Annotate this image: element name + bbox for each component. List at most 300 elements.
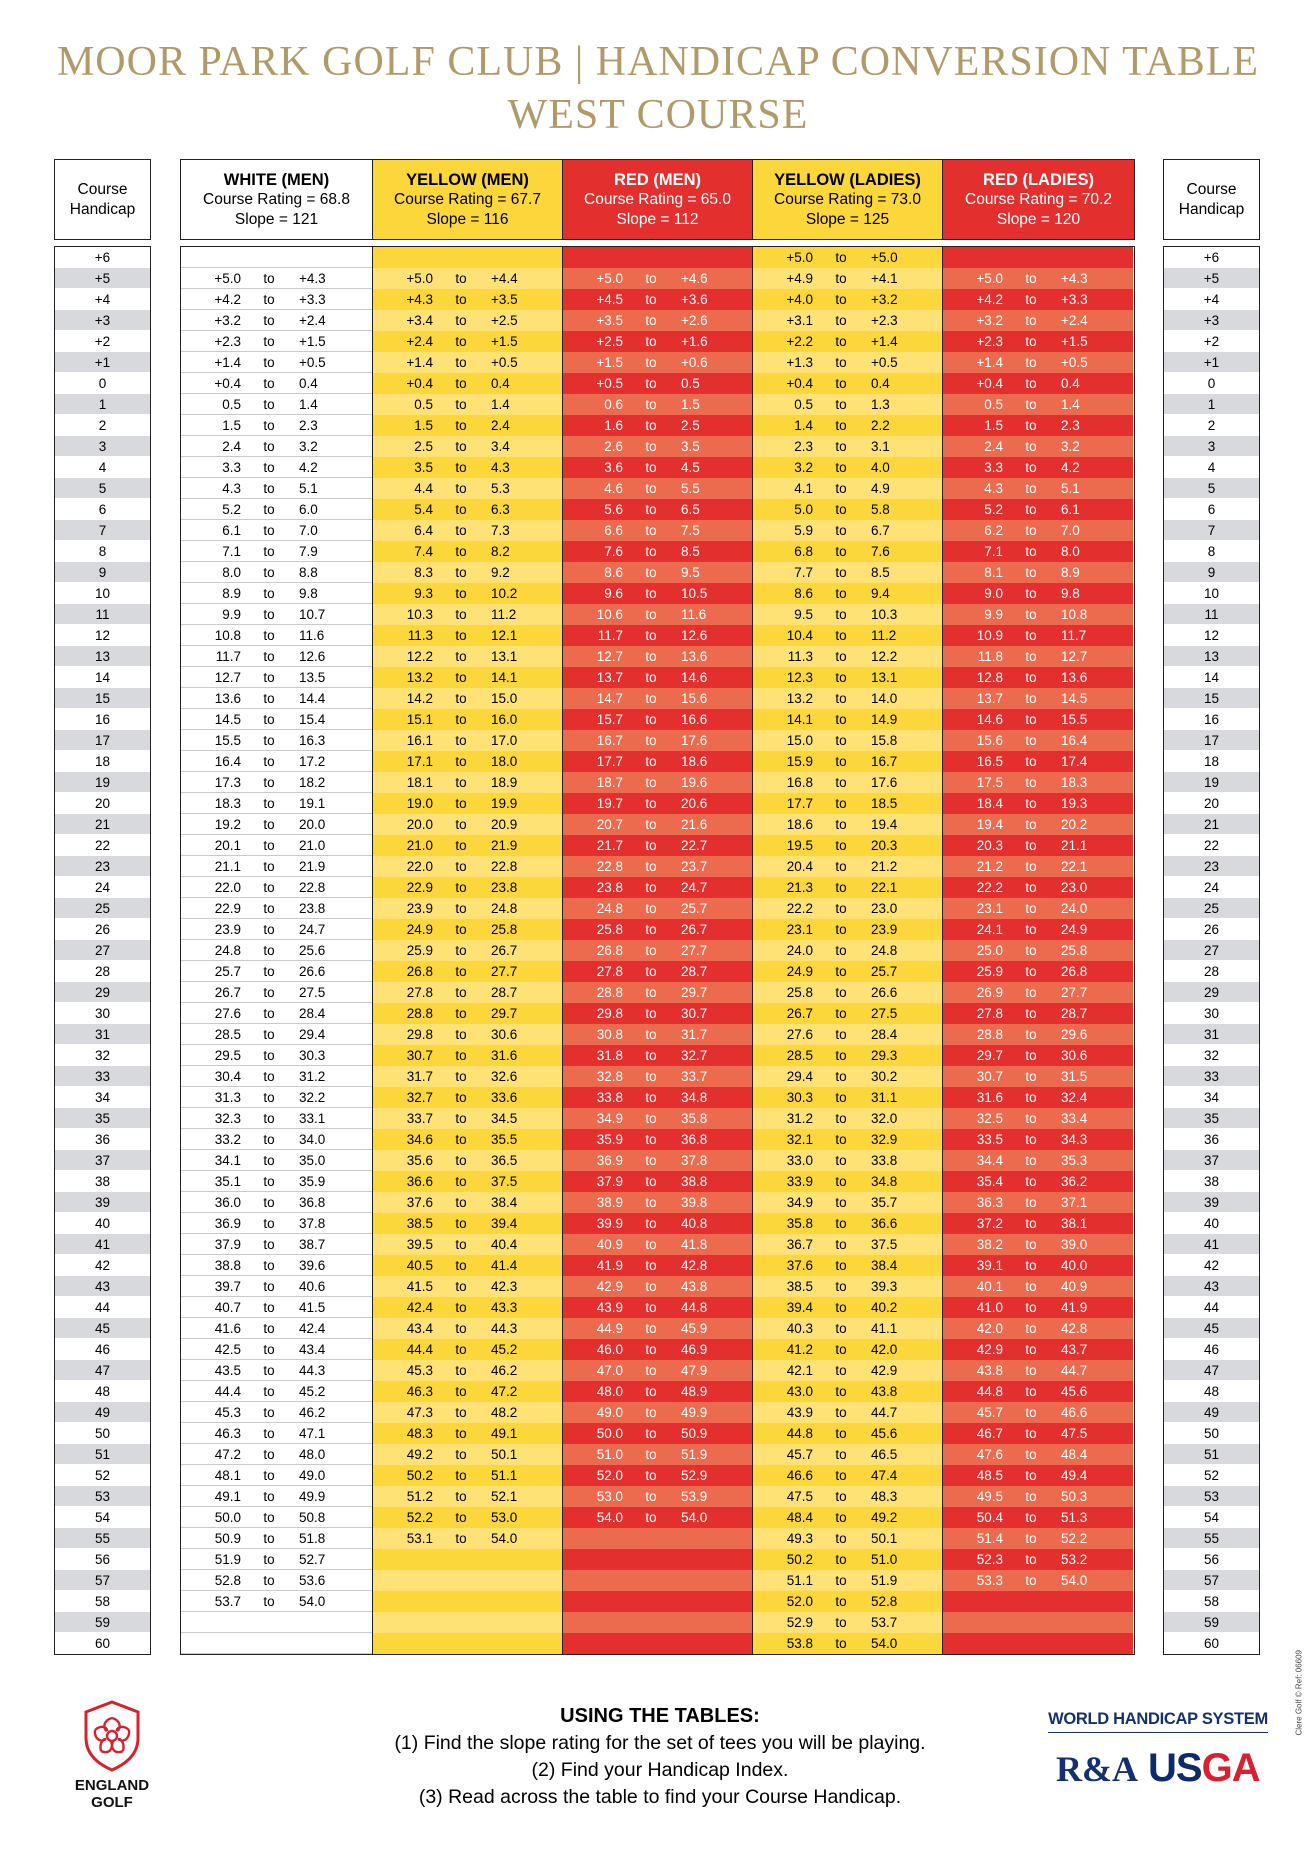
- range-to-word: to: [263, 418, 275, 433]
- range-cell: [373, 415, 562, 436]
- course-handicap-cell: 10: [1164, 583, 1259, 604]
- range-cell: [563, 520, 752, 541]
- range-to: 44.7: [1061, 1363, 1088, 1378]
- range-cell: [943, 646, 1133, 667]
- range-to: 18.3: [1061, 775, 1088, 790]
- range-from: 44.4: [406, 1342, 433, 1357]
- course-handicap-cell: 2: [55, 415, 150, 436]
- range-to: +2.4: [1061, 313, 1088, 328]
- range-from: 22.0: [214, 880, 241, 895]
- range-to-word: to: [1025, 1300, 1037, 1315]
- range-from: 31.8: [596, 1048, 623, 1063]
- range-to: 22.7: [681, 838, 708, 853]
- range-cell: [563, 1108, 752, 1129]
- course-handicap-cell: 19: [1164, 772, 1259, 793]
- course-handicap-cell: 48: [1164, 1381, 1259, 1402]
- range-to: 31.1: [871, 1090, 898, 1105]
- range-cell: [753, 1234, 942, 1255]
- range-cell: [181, 730, 372, 751]
- range-to: 22.1: [871, 880, 898, 895]
- course-handicap-cell: 8: [55, 541, 150, 562]
- range-to-word: to: [835, 838, 847, 853]
- range-from: 10.4: [786, 628, 813, 643]
- course-handicap-cell: 8: [1164, 541, 1259, 562]
- range-to-word: to: [645, 418, 657, 433]
- range-to-word: to: [455, 1426, 467, 1441]
- range-from: 33.7: [406, 1111, 433, 1126]
- range-cell: [373, 940, 562, 961]
- range-to-word: to: [1025, 1027, 1037, 1042]
- range-from: 48.4: [786, 1510, 813, 1525]
- course-handicap-cell: 53: [1164, 1486, 1259, 1507]
- range-to-word: to: [835, 1468, 847, 1483]
- range-to: 35.0: [299, 1153, 326, 1168]
- range-cell: [943, 1339, 1133, 1360]
- range-from: +0.5: [596, 376, 623, 391]
- range-to: 6.0: [299, 502, 318, 517]
- course-handicap-cell: 43: [1164, 1276, 1259, 1297]
- range-to: 10.2: [491, 586, 518, 601]
- range-cell: [753, 982, 942, 1003]
- range-to: 51.3: [1061, 1510, 1088, 1525]
- range-to-word: to: [263, 733, 275, 748]
- range-to: 7.6: [871, 544, 890, 559]
- range-to-word: to: [645, 355, 657, 370]
- range-cell: [373, 310, 562, 331]
- range-to: 52.7: [299, 1552, 326, 1567]
- range-to: 44.3: [299, 1363, 326, 1378]
- range-from: 20.0: [406, 817, 433, 832]
- course-handicap-cell: +2: [55, 331, 150, 352]
- range-to: 23.0: [1061, 880, 1088, 895]
- range-to-word: to: [835, 1594, 847, 1609]
- range-from: 53.8: [786, 1636, 813, 1651]
- course-handicap-cell: 38: [55, 1171, 150, 1192]
- range-from: 43.0: [786, 1384, 813, 1399]
- range-to-word: to: [1025, 985, 1037, 1000]
- course-handicap-cell: 1: [1164, 394, 1259, 415]
- range-cell: [943, 289, 1133, 310]
- range-to-word: to: [263, 1132, 275, 1147]
- range-cell: [753, 877, 942, 898]
- usage-line: (3) Read across the table to find your Course Handicap.: [418, 1786, 902, 1808]
- range-from: 50.4: [976, 1510, 1003, 1525]
- range-from: 0.5: [984, 397, 1003, 412]
- range-to: 4.3: [491, 460, 510, 475]
- range-from: 37.2: [976, 1216, 1003, 1231]
- range-to-word: to: [455, 649, 467, 664]
- range-from: 40.7: [214, 1300, 241, 1315]
- range-to: 40.2: [871, 1300, 898, 1315]
- range-to: 12.6: [299, 649, 326, 664]
- range-cell: [943, 1402, 1133, 1423]
- course-handicap-cell: 25: [1164, 898, 1259, 919]
- range-cell: [563, 1423, 752, 1444]
- range-from: 43.4: [406, 1321, 433, 1336]
- range-cell: [181, 289, 372, 310]
- range-to: 2.2: [871, 418, 890, 433]
- range-cell: [753, 898, 942, 919]
- course-handicap-cell: 13: [55, 646, 150, 667]
- range-to: 50.3: [1061, 1489, 1088, 1504]
- range-to-word: to: [455, 859, 467, 874]
- range-cell: [373, 1297, 562, 1318]
- range-cell: [563, 562, 752, 583]
- range-to-word: to: [835, 334, 847, 349]
- slope: Slope = 116: [426, 210, 509, 228]
- range-to-word: to: [1025, 838, 1037, 853]
- range-from: 26.8: [406, 964, 433, 979]
- range-from: 11.7: [597, 628, 623, 643]
- range-to-word: to: [645, 1111, 657, 1126]
- range-from: +3.5: [596, 313, 623, 328]
- range-to-word: to: [263, 712, 275, 727]
- range-to-word: to: [263, 1237, 275, 1252]
- range-to-word: to: [1025, 586, 1037, 601]
- course-handicap-cell: 6: [1164, 499, 1259, 520]
- range-to-word: to: [835, 628, 847, 643]
- range-from: 40.5: [406, 1258, 433, 1273]
- range-from: 19.4: [976, 817, 1003, 832]
- range-to: 30.6: [491, 1027, 518, 1042]
- range-to-word: to: [835, 1342, 847, 1357]
- range-from: 3.3: [984, 460, 1003, 475]
- range-to-word: to: [263, 670, 275, 685]
- range-cell: [943, 1108, 1133, 1129]
- range-from: 42.5: [214, 1342, 241, 1357]
- range-cell: [943, 310, 1133, 331]
- range-to-word: to: [645, 1237, 657, 1252]
- range-cell: [753, 1633, 942, 1654]
- range-to: 14.5: [1061, 691, 1088, 706]
- range-to: +0.5: [299, 355, 326, 370]
- range-cell: [373, 1465, 562, 1486]
- course-handicap-cell: 21: [1164, 814, 1259, 835]
- range-from: 36.3: [976, 1195, 1003, 1210]
- range-cell: [373, 289, 562, 310]
- range-to-word: to: [645, 1195, 657, 1210]
- range-cell: [181, 1549, 372, 1570]
- range-cell: [943, 394, 1133, 415]
- course-handicap-cell: 9: [1164, 562, 1259, 583]
- range-to-word: to: [455, 1111, 467, 1126]
- range-cell: [563, 751, 752, 772]
- range-from: 32.5: [976, 1111, 1003, 1126]
- range-from: 39.4: [786, 1300, 813, 1315]
- yellow-men-column: [373, 247, 563, 1654]
- range-cell: [181, 457, 372, 478]
- range-from: +0.4: [406, 376, 433, 391]
- range-cell: [563, 1150, 752, 1171]
- range-cell: [753, 373, 942, 394]
- range-to-word: to: [1025, 1069, 1037, 1084]
- range-to: 34.0: [299, 1132, 326, 1147]
- range-to-word: to: [1025, 628, 1037, 643]
- range-to-word: to: [645, 1027, 657, 1042]
- range-to-word: to: [1025, 817, 1037, 832]
- range-from: 15.6: [976, 733, 1003, 748]
- range-to-word: to: [645, 649, 657, 664]
- range-to-word: to: [263, 901, 275, 916]
- range-from: 48.3: [406, 1426, 433, 1441]
- course-handicap-cell: 43: [55, 1276, 150, 1297]
- range-cell: [181, 1591, 372, 1612]
- course-handicap-cell: 59: [1164, 1612, 1259, 1633]
- range-to: 19.6: [681, 775, 708, 790]
- range-from: 36.9: [214, 1216, 241, 1231]
- range-to-word: to: [455, 943, 467, 958]
- range-to: 0.4: [871, 376, 890, 391]
- range-to-word: to: [1025, 1174, 1037, 1189]
- range-to: 49.9: [299, 1489, 326, 1504]
- range-to-word: to: [263, 565, 275, 580]
- slope: Slope = 120: [996, 210, 1081, 228]
- range-to-word: to: [263, 1069, 275, 1084]
- usage-heading: USING THE TABLES:: [560, 1705, 760, 1727]
- range-to: 35.7: [871, 1195, 898, 1210]
- range-to: 31.7: [681, 1027, 708, 1042]
- course-handicap-cell: 55: [1164, 1528, 1259, 1549]
- range-from: 28.8: [406, 1006, 433, 1021]
- range-cell: [753, 1486, 942, 1507]
- range-from: 33.8: [596, 1090, 623, 1105]
- range-from: 3.6: [604, 460, 623, 475]
- course-handicap-cell: 27: [1164, 940, 1259, 961]
- range-to-word: to: [645, 565, 657, 580]
- range-from: 23.9: [406, 901, 433, 916]
- range-cell: [563, 1528, 752, 1549]
- range-from: 39.1: [976, 1258, 1003, 1273]
- range-from: 0.5: [414, 397, 433, 412]
- range-cell: [943, 1003, 1133, 1024]
- range-to: 49.0: [299, 1468, 326, 1483]
- course-handicap-cell: 28: [55, 961, 150, 982]
- range-to-word: to: [835, 439, 847, 454]
- range-cell: [373, 1423, 562, 1444]
- range-cell: [753, 793, 942, 814]
- range-to-word: to: [645, 1405, 657, 1420]
- range-cell: [373, 1087, 562, 1108]
- white-men-header: [180, 159, 373, 240]
- range-to-word: to: [263, 859, 275, 874]
- range-cell: [753, 751, 942, 772]
- range-to: 35.3: [1061, 1153, 1088, 1168]
- range-from: 23.1: [976, 901, 1003, 916]
- range-to-word: to: [1025, 1405, 1037, 1420]
- range-to: 27.7: [491, 964, 518, 979]
- range-cell: [181, 1108, 372, 1129]
- range-cell: [943, 1024, 1133, 1045]
- range-cell: [563, 646, 752, 667]
- range-to-word: to: [1025, 1048, 1037, 1063]
- range-to-word: to: [455, 439, 467, 454]
- range-to-word: to: [1025, 943, 1037, 958]
- range-cell: [373, 1549, 562, 1570]
- range-to-word: to: [455, 1132, 467, 1147]
- range-to-word: to: [455, 313, 467, 328]
- range-to-word: to: [1025, 1531, 1037, 1546]
- range-to: 17.6: [681, 733, 708, 748]
- range-to: 13.1: [871, 670, 898, 685]
- range-cell: [181, 499, 372, 520]
- range-to: 21.6: [681, 817, 708, 832]
- range-to: 5.3: [491, 481, 510, 496]
- range-from: 22.9: [214, 901, 241, 916]
- range-to: 11.2: [491, 607, 517, 622]
- course-handicap-cell: 35: [55, 1108, 150, 1129]
- range-from: 27.8: [596, 964, 623, 979]
- range-from: 42.0: [976, 1321, 1003, 1336]
- range-to-word: to: [645, 376, 657, 391]
- course-handicap-cell: 46: [1164, 1339, 1259, 1360]
- range-cell: [181, 1087, 372, 1108]
- range-from: 15.0: [786, 733, 813, 748]
- range-to: 18.5: [871, 796, 898, 811]
- rose-emblem-icon: [82, 1700, 142, 1772]
- range-to: 45.6: [871, 1426, 898, 1441]
- range-cell: [753, 625, 942, 646]
- range-cell: [943, 856, 1133, 877]
- range-to: 7.3: [491, 523, 510, 538]
- course-handicap-cell: 7: [55, 520, 150, 541]
- range-from: 34.4: [976, 1153, 1003, 1168]
- range-cell: [943, 520, 1133, 541]
- range-cell: [943, 709, 1133, 730]
- range-from: 36.6: [406, 1174, 433, 1189]
- range-to: 14.9: [871, 712, 898, 727]
- range-cell: [753, 709, 942, 730]
- range-from: 2.4: [222, 439, 241, 454]
- range-from: 16.7: [596, 733, 623, 748]
- course-handicap-cell: 41: [55, 1234, 150, 1255]
- range-from: 4.3: [984, 481, 1003, 496]
- range-from: 35.4: [976, 1174, 1003, 1189]
- range-from: 17.3: [214, 775, 241, 790]
- course-handicap-cell: +1: [55, 352, 150, 373]
- range-cell: [753, 835, 942, 856]
- range-from: 6.6: [604, 523, 623, 538]
- range-cell: [563, 1024, 752, 1045]
- range-cell: [181, 1570, 372, 1591]
- range-from: 37.6: [406, 1195, 433, 1210]
- course-handicap-cell: +2: [1164, 331, 1259, 352]
- range-to-word: to: [645, 943, 657, 958]
- range-cell: [181, 583, 372, 604]
- range-to-word: to: [263, 691, 275, 706]
- course-handicap-cell: 39: [1164, 1192, 1259, 1213]
- range-to: 50.9: [681, 1426, 708, 1441]
- range-from: 20.1: [214, 838, 241, 853]
- range-to: 12.2: [871, 649, 898, 664]
- range-from: 33.5: [976, 1132, 1003, 1147]
- range-cell: [753, 562, 942, 583]
- course-handicap-cell: 55: [55, 1528, 150, 1549]
- course-handicap-cell: 17: [1164, 730, 1259, 751]
- range-cell: [181, 1507, 372, 1528]
- course-rating: Course Rating = 70.2: [965, 190, 1112, 208]
- range-to-word: to: [835, 250, 847, 265]
- course-handicap-cell: 26: [1164, 919, 1259, 940]
- range-to-word: to: [835, 1195, 847, 1210]
- course-handicap-cell: 20: [55, 793, 150, 814]
- range-to-word: to: [835, 1216, 847, 1231]
- range-from: 23.9: [214, 922, 241, 937]
- range-to: 15.4: [299, 712, 326, 727]
- range-to-word: to: [1025, 1132, 1037, 1147]
- range-to: 20.9: [491, 817, 518, 832]
- range-cell: [753, 772, 942, 793]
- range-to-word: to: [1025, 271, 1037, 286]
- range-to: 33.6: [491, 1090, 518, 1105]
- england-golf-logo: [52, 1700, 172, 1840]
- range-from: +2.3: [976, 334, 1003, 349]
- range-cell: [373, 1318, 562, 1339]
- range-cell: [373, 268, 562, 289]
- course-handicap-cell: 3: [55, 436, 150, 457]
- range-to: 35.8: [681, 1111, 708, 1126]
- range-cell: [943, 1528, 1133, 1549]
- course-handicap-cell: 31: [55, 1024, 150, 1045]
- range-to: 39.8: [681, 1195, 708, 1210]
- range-from: +4.0: [786, 292, 813, 307]
- range-to-word: to: [1025, 901, 1037, 916]
- course-handicap-cell: 57: [55, 1570, 150, 1591]
- range-cell: [181, 268, 372, 289]
- range-cell: [943, 1213, 1133, 1234]
- range-cell: [753, 1360, 942, 1381]
- course-handicap-cell: 37: [1164, 1150, 1259, 1171]
- course-handicap-cell: 34: [55, 1087, 150, 1108]
- range-cell: [563, 961, 752, 982]
- course-handicap-cell: 16: [55, 709, 150, 730]
- range-cell: [563, 1507, 752, 1528]
- range-cell: [181, 1276, 372, 1297]
- range-to-word: to: [263, 922, 275, 937]
- course-handicap-cell: 30: [55, 1003, 150, 1024]
- range-from: 48.1: [214, 1468, 241, 1483]
- course-handicap-cell: 26: [55, 919, 150, 940]
- range-cell: [373, 1045, 562, 1066]
- range-to: 28.7: [491, 985, 518, 1000]
- range-cell: [753, 667, 942, 688]
- red-ladies-header: [942, 159, 1135, 240]
- range-to-word: to: [835, 1510, 847, 1525]
- range-to-word: to: [645, 271, 657, 286]
- range-to-word: to: [1025, 1195, 1037, 1210]
- range-to-word: to: [645, 670, 657, 685]
- range-to-word: to: [835, 1531, 847, 1546]
- range-cell: [943, 499, 1133, 520]
- range-cell: [181, 541, 372, 562]
- range-to-word: to: [835, 985, 847, 1000]
- range-from: 45.7: [786, 1447, 813, 1462]
- range-cell: [563, 499, 752, 520]
- range-to-word: to: [455, 271, 467, 286]
- range-to-word: to: [455, 901, 467, 916]
- range-cell: [373, 1066, 562, 1087]
- range-to-word: to: [835, 1048, 847, 1063]
- range-to: +1.6: [681, 334, 708, 349]
- range-to: 0.5: [681, 376, 700, 391]
- course-handicap-cell: 42: [1164, 1255, 1259, 1276]
- range-to-word: to: [835, 544, 847, 559]
- range-to: 37.8: [299, 1216, 326, 1231]
- course-handicap-cell: 58: [55, 1591, 150, 1612]
- course-handicap-cell: 21: [55, 814, 150, 835]
- course-handicap-cell: 5: [1164, 478, 1259, 499]
- range-from: +5.0: [596, 271, 623, 286]
- range-from: 49.1: [214, 1489, 241, 1504]
